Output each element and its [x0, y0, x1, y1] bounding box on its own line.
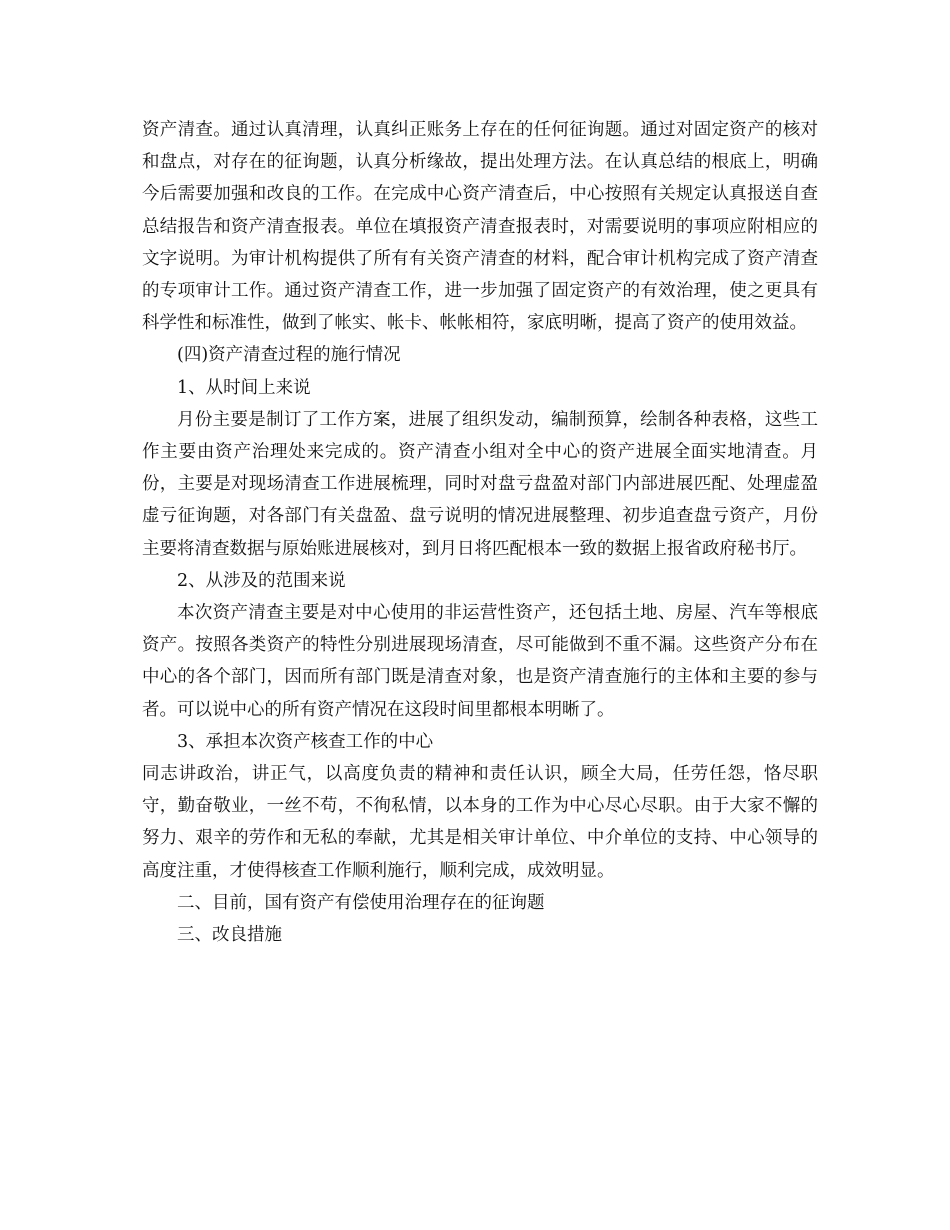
document-body — [142, 114, 818, 951]
paragraph-asset-audit-summary: 资产清查。通过认真清理，认真纠正账务上存在的任何征询题。通过对固定资产的核对和盘点，对存在的征询题，认真分析缘故，提出处理方法。在认真总结的根底上，明确今后需要加强和改良的工作。在完成中心资产清查后，中心按照有关规定认真报送自查总结报告和资产清查报表。单位在填报资产清查报表时，对需要说明的事项应附相应的文字说明。为审计机构提供了所有有关资产清查的材料，配合审计机构完成了资产清查的专项审计工作。通过资产清查工作，进一步加强了固定资产的有效治理，使之更具有科学性和标准性，做到了帐实、帐卡、帐帐相符，家底明晰，提高了资产的使用效益。 — [142, 120, 818, 334]
heading-audit-center: 3、承担本次资产核查工作的中心 — [177, 731, 434, 752]
heading-implementation-status: (四)资产清查过程的施行情况 — [177, 345, 401, 366]
heading-scope-perspective: 2、从涉及的范围来说 — [177, 570, 346, 591]
heading-current-problems: 二、目前，国有资产有偿使用治理存在的征询题 — [177, 892, 545, 913]
heading-improvement-measures: 三、改良措施 — [177, 925, 282, 946]
paragraph-time-perspective: 月份主要是制订了工作方案，进展了组织发动，编制预算，绘制各种表格，这些工作主要由资产治理处来完成的。资产清查小组对全中心的资产进展全面实地清查。月份，主要是对现场清查工作进展梳理，同时对盘亏盘盈对部门内部进展匹配、处理虚盈虚亏征询题，对各部门有关盘盈、盘亏说明的情况进展整理、初步追查盘亏资产，月份主要将清查数据与原始账进展核对，到月日将匹配根本一致的数据上报省政府秘书厅。 — [142, 409, 818, 559]
paragraph-audit-center: 同志讲政治，讲正气，以高度负责的精神和责任认识，顾全大局，任劳任怨，恪尽职守，勤奋敬业，一丝不苟，不徇私情，以本身的工作为中心尽心尽职。由于大家不懈的努力、艰辛的劳作和无私的奉献，尤其是相关审计单位、中介单位的支持、中心领导的高度注重，才使得核查工作顺利施行，顺利完成，成效明显。 — [142, 764, 818, 881]
paragraph-scope-perspective: 本次资产清查主要是对中心使用的非运营性资产，还包括土地、房屋、汽车等根底资产。按照各类资产的特性分别进展现场清查，尽可能做到不重不漏。这些资产分布在中心的各个部门，因而所有部门既是清查对象，也是资产清查施行的主体和主要的参与者。可以说中心的所有资产情况在这段时间里都根本明晰了。 — [142, 603, 818, 720]
heading-time-perspective: 1、从时间上来说 — [177, 377, 311, 398]
